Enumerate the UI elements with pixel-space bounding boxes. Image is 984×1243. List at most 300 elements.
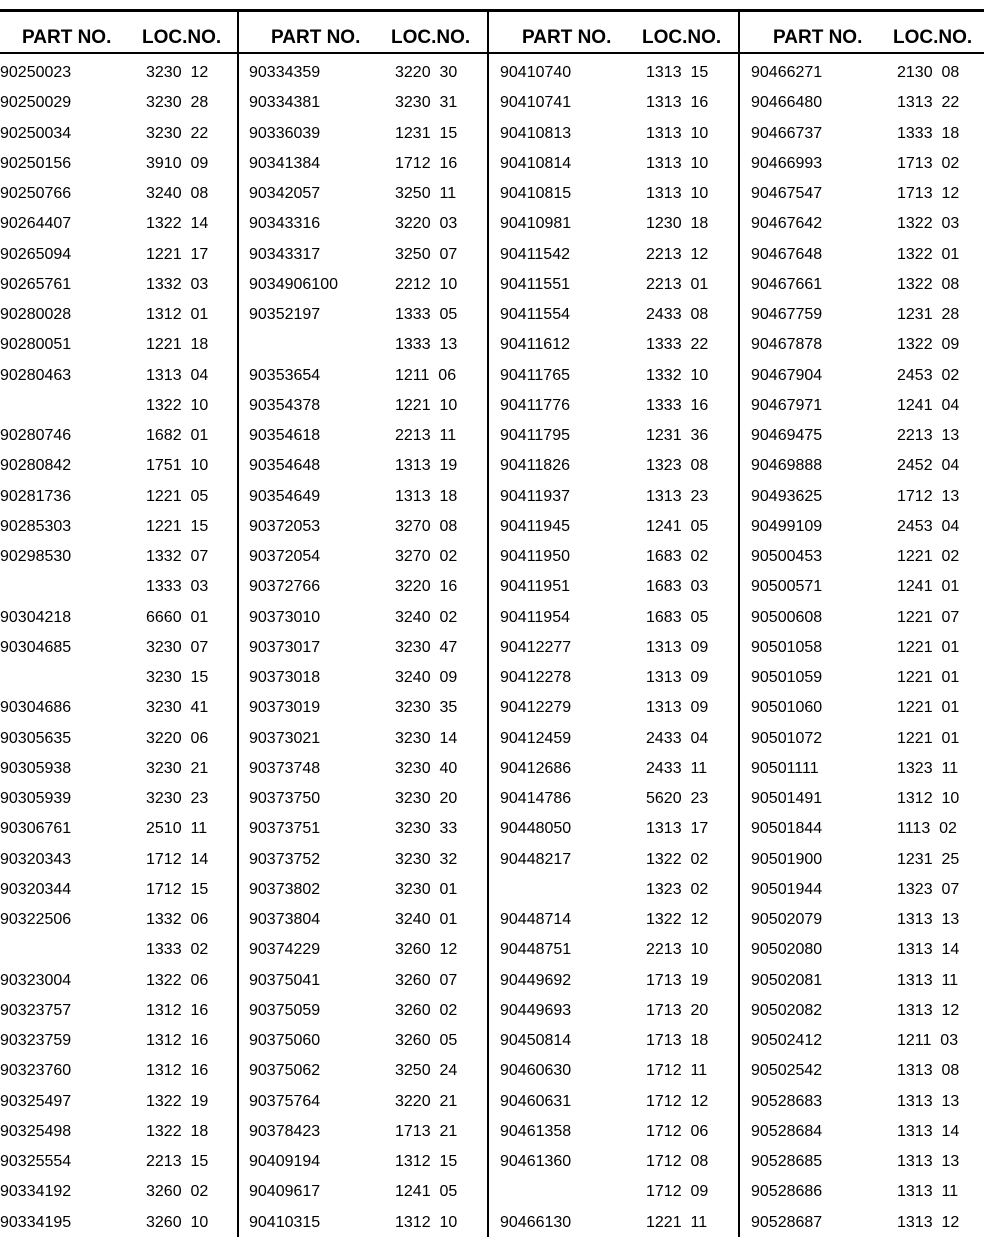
loc-number-cell: 1231 28 (897, 306, 960, 323)
part-no-header: PART NO. (522, 27, 612, 48)
part-number-cell: 90466130 (500, 1213, 572, 1231)
loc-number-cell: 3240 08 (146, 185, 209, 202)
loc-number-cell: 1333 22 (646, 336, 709, 354)
loc-number-cell: 1712 15 (146, 880, 209, 898)
part-number-cell: 90466480 (751, 94, 823, 112)
table-row (751, 633, 984, 663)
loc-number-cell: 1241 05 (646, 517, 709, 535)
part-number-cell: 90501491 (751, 790, 823, 807)
table-row (0, 482, 236, 512)
table-row (500, 361, 736, 391)
table-column-4 (751, 12, 984, 1237)
part-number-cell: 90501111 (751, 759, 819, 777)
loc-number-cell: 1322 09 (897, 336, 960, 354)
loc-number-cell: 3260 07 (395, 971, 458, 989)
part-number-cell: 90501060 (751, 699, 823, 717)
loc-number-cell: 3260 05 (395, 1032, 458, 1049)
loc-number-cell: 1712 14 (146, 850, 209, 868)
part-number-cell: 90322506 (0, 911, 72, 928)
row-list (249, 58, 485, 1238)
loc-number-cell: 3230 07 (146, 638, 209, 656)
loc-number-cell: 3230 14 (395, 729, 458, 747)
table-row (500, 1026, 736, 1056)
loc-number-cell: 1713 21 (395, 1122, 458, 1140)
loc-number-cell: 1231 15 (395, 124, 458, 142)
table-row (751, 240, 984, 270)
part-number-cell: 90461360 (500, 1153, 572, 1170)
table-row (500, 935, 736, 965)
part-number-cell: 90466993 (751, 154, 823, 172)
table-row (249, 1117, 485, 1147)
table-row (249, 1177, 485, 1207)
part-number-cell: 90410813 (500, 124, 572, 142)
table-row (249, 663, 485, 693)
table-row (249, 391, 485, 421)
part-number-cell: 90502412 (751, 1032, 823, 1049)
loc-number-cell: 2433 04 (646, 729, 709, 747)
part-number-cell: 90378423 (249, 1122, 321, 1140)
part-number-cell: 90323757 (0, 1001, 72, 1019)
table-row (0, 663, 236, 693)
loc-number-cell: 1313 04 (146, 366, 209, 384)
table-row (0, 572, 236, 602)
loc-number-cell: 1332 03 (146, 275, 209, 293)
loc-number-cell: 3230 41 (146, 699, 209, 717)
part-number-cell: 90325498 (0, 1122, 72, 1140)
part-number-cell: 90325497 (0, 1092, 72, 1110)
table-row (249, 603, 485, 633)
table-row (500, 754, 736, 784)
table-row (500, 905, 736, 935)
part-number-cell: 90323004 (0, 971, 72, 989)
part-number-cell: 90373748 (249, 759, 321, 777)
table-row (249, 421, 485, 451)
part-number-cell: 90412279 (500, 699, 572, 717)
part-number-cell: 90461358 (500, 1122, 572, 1140)
loc-number-cell: 1313 11 (897, 1183, 959, 1201)
loc-number-cell: 1313 19 (395, 457, 458, 475)
part-number-cell: 90467547 (751, 185, 823, 202)
loc-number-cell: 1332 06 (146, 911, 209, 928)
table-row (0, 935, 236, 965)
part-no-header: PART NO. (22, 27, 112, 48)
loc-number-cell: 2453 04 (897, 517, 960, 535)
loc-number-cell: 1313 18 (395, 487, 458, 505)
loc-number-cell: 1313 15 (646, 64, 709, 81)
table-row (751, 1026, 984, 1056)
part-number-cell: 90341384 (249, 154, 321, 172)
table-row (249, 451, 485, 481)
loc-number-cell: 3910 09 (146, 154, 209, 172)
loc-number-cell: 1323 11 (897, 759, 959, 777)
loc-number-cell: 3230 31 (395, 94, 458, 112)
loc-number-cell: 1312 10 (395, 1213, 458, 1231)
part-number-cell: 90265761 (0, 275, 72, 293)
table-row (0, 1208, 236, 1238)
table-row (751, 149, 984, 179)
part-number-cell: 90334359 (249, 64, 321, 81)
part-number-cell: 90410815 (500, 185, 572, 202)
table-row (751, 875, 984, 905)
part-number-cell: 90320343 (0, 850, 72, 868)
table-row (249, 1208, 485, 1238)
part-number-cell: 90501072 (751, 729, 823, 747)
table-row (751, 391, 984, 421)
part-number-cell: 90305939 (0, 790, 72, 807)
table-row (500, 875, 736, 905)
table-row (500, 845, 736, 875)
table-row (249, 633, 485, 663)
table-row (249, 88, 485, 118)
table-row (500, 482, 736, 512)
loc-number-cell: 1683 03 (646, 578, 709, 596)
part-number-cell: 90305635 (0, 729, 72, 747)
loc-number-cell: 1221 11 (646, 1213, 708, 1231)
loc-number-cell: 3220 30 (395, 64, 458, 81)
part-number-cell: 90500608 (751, 608, 823, 626)
table-row (249, 179, 485, 209)
table-row (249, 58, 485, 88)
table-row (751, 482, 984, 512)
part-number-cell: 90343316 (249, 215, 321, 233)
loc-number-cell: 1313 09 (646, 699, 709, 717)
loc-number-cell: 1221 18 (146, 336, 209, 354)
table-row (0, 58, 236, 88)
part-number-cell: 90320344 (0, 880, 72, 898)
table-row (500, 391, 736, 421)
part-number-cell: 90501059 (751, 669, 823, 686)
part-number-cell: 90372766 (249, 578, 321, 596)
table-row (0, 996, 236, 1026)
part-number-cell: 90280463 (0, 366, 72, 384)
part-number-cell: 90449693 (500, 1001, 572, 1019)
loc-number-cell: 1713 18 (646, 1032, 709, 1049)
loc-number-cell: 1241 01 (897, 578, 960, 596)
part-number-cell: 90373018 (249, 669, 321, 686)
column-divider (487, 12, 489, 1237)
part-number-cell: 90467759 (751, 306, 823, 323)
part-number-cell: 90469475 (751, 427, 823, 444)
table-row (751, 996, 984, 1026)
table-row (249, 572, 485, 602)
table-row (500, 421, 736, 451)
loc-number-cell: 1713 20 (646, 1001, 709, 1019)
loc-number-cell: 1221 10 (395, 396, 458, 414)
loc-number-cell: 3230 21 (146, 759, 209, 777)
column-divider (738, 12, 740, 1237)
loc-number-cell: 1211 03 (897, 1032, 959, 1049)
part-number-cell: 90354649 (249, 487, 321, 505)
table-row (500, 542, 736, 572)
table-column-1 (0, 12, 236, 1237)
table-row (249, 119, 485, 149)
table-row (249, 1087, 485, 1117)
row-list (751, 58, 984, 1238)
part-number-cell: 90467648 (751, 245, 823, 263)
part-number-cell: 90353654 (249, 366, 321, 384)
table-row (0, 1147, 236, 1177)
part-number-cell: 90265094 (0, 245, 72, 263)
part-no-header: PART NO. (773, 27, 863, 48)
row-list (0, 58, 236, 1238)
table-row (249, 996, 485, 1026)
loc-number-cell: 2433 11 (646, 759, 708, 777)
loc-number-cell: 2130 08 (897, 64, 960, 81)
part-number-cell: 90449692 (500, 971, 572, 989)
part-number-cell: 90374229 (249, 941, 321, 959)
table-row (0, 119, 236, 149)
part-number-cell: 90373019 (249, 699, 321, 717)
table-row (249, 784, 485, 814)
loc-number-cell: 1322 03 (897, 215, 960, 233)
part-number-cell: 90375062 (249, 1062, 321, 1080)
table-row (500, 633, 736, 663)
loc-number-cell: 1313 09 (646, 638, 709, 656)
part-number-cell: 90410814 (500, 154, 572, 172)
table-row (0, 1087, 236, 1117)
part-number-cell: 90336039 (249, 124, 321, 142)
table-row (500, 1087, 736, 1117)
table-row (249, 482, 485, 512)
table-row (249, 512, 485, 542)
part-number-cell: 90334381 (249, 94, 321, 112)
loc-number-cell: 1313 10 (646, 124, 709, 142)
table-row (249, 330, 485, 360)
loc-number-cell: 1333 16 (646, 396, 709, 414)
table-row (500, 1117, 736, 1147)
loc-number-cell: 1221 01 (897, 699, 960, 717)
loc-number-cell: 1313 22 (897, 94, 960, 112)
loc-number-cell: 1241 05 (395, 1183, 458, 1201)
part-number-cell: 90500571 (751, 578, 823, 596)
loc-number-cell: 1322 19 (146, 1092, 209, 1110)
table-row (751, 270, 984, 300)
loc-number-cell: 1230 18 (646, 215, 709, 233)
column-divider (237, 12, 239, 1237)
part-number-cell: 90373802 (249, 880, 321, 898)
loc-number-cell: 2433 08 (646, 306, 709, 323)
part-number-cell: 90280051 (0, 336, 72, 354)
part-number-cell: 90499109 (751, 517, 823, 535)
loc-number-cell: 1313 09 (646, 669, 709, 686)
part-number-cell: 90411612 (500, 336, 570, 354)
part-number-cell: 90410740 (500, 64, 572, 81)
table-row (751, 663, 984, 693)
part-number-cell: 90460630 (500, 1062, 572, 1080)
loc-number-cell: 3230 12 (146, 64, 209, 81)
loc-number-cell: 1322 14 (146, 215, 209, 233)
loc-number-cell: 3230 33 (395, 820, 458, 838)
table-row (751, 1208, 984, 1238)
loc-number-cell: 1313 13 (897, 911, 960, 928)
table-row (500, 451, 736, 481)
table-row (751, 784, 984, 814)
loc-no-header: LOC.NO. (893, 27, 973, 48)
part-number-cell: 90354378 (249, 396, 321, 414)
loc-number-cell: 1333 05 (395, 306, 458, 323)
part-no-header: PART NO. (271, 27, 361, 48)
loc-number-cell: 1312 10 (897, 790, 960, 807)
table-row (0, 1056, 236, 1086)
loc-number-cell: 1221 01 (897, 669, 960, 686)
loc-number-cell: 1241 04 (897, 396, 960, 414)
part-number-cell: 90373021 (249, 729, 321, 747)
part-number-cell: 90250034 (0, 124, 72, 142)
table-row (500, 512, 736, 542)
loc-number-cell: 2213 01 (646, 275, 709, 293)
loc-number-cell: 1313 17 (646, 820, 709, 838)
loc-number-cell: 1683 05 (646, 608, 709, 626)
loc-number-cell: 3250 07 (395, 245, 458, 263)
table-row (249, 845, 485, 875)
table-row (249, 935, 485, 965)
table-row (500, 724, 736, 754)
part-number-cell: 90375041 (249, 971, 321, 989)
loc-number-cell: 1323 02 (646, 880, 709, 898)
part-number-cell: 90502082 (751, 1001, 823, 1019)
table-column-2 (249, 12, 485, 1237)
loc-number-cell: 3230 40 (395, 759, 458, 777)
table-row (0, 724, 236, 754)
part-number-cell: 90352197 (249, 306, 321, 323)
part-number-cell: 90305938 (0, 759, 72, 777)
part-number-cell: 90502079 (751, 911, 823, 928)
part-number-cell: 90410741 (500, 94, 572, 112)
loc-number-cell: 1712 16 (395, 154, 458, 172)
table-row (0, 88, 236, 118)
loc-number-cell: 3260 02 (395, 1001, 458, 1019)
table-row (249, 754, 485, 784)
loc-number-cell: 3230 28 (146, 94, 209, 112)
part-number-cell: 90264407 (0, 215, 72, 233)
loc-number-cell: 1313 23 (646, 487, 709, 505)
part-number-cell: 90411542 (500, 245, 570, 263)
part-number-cell: 90306761 (0, 820, 72, 838)
table-row (500, 1147, 736, 1177)
loc-number-cell: 3270 08 (395, 517, 458, 535)
table-row (751, 512, 984, 542)
loc-number-cell: 2453 02 (897, 366, 960, 384)
table-row (0, 754, 236, 784)
loc-number-cell: 1322 06 (146, 971, 209, 989)
table-row (751, 603, 984, 633)
loc-no-header: LOC.NO. (642, 27, 722, 48)
part-number-cell: 90467661 (751, 275, 823, 293)
table-row (751, 966, 984, 996)
table-row (500, 1177, 736, 1207)
table-row (500, 149, 736, 179)
loc-number-cell: 3230 35 (395, 699, 458, 717)
part-number-cell: 90373752 (249, 850, 321, 868)
loc-number-cell: 1322 10 (146, 396, 209, 414)
table-row (751, 935, 984, 965)
table-row (500, 996, 736, 1026)
loc-number-cell: 6660 01 (146, 608, 209, 626)
loc-number-cell: 1221 02 (897, 548, 960, 565)
table-row (751, 814, 984, 844)
loc-number-cell: 3240 02 (395, 608, 458, 626)
table-row (751, 421, 984, 451)
table-row (0, 784, 236, 814)
loc-number-cell: 1313 13 (897, 1092, 960, 1110)
loc-number-cell: 3230 47 (395, 638, 458, 656)
part-number-cell: 90285303 (0, 517, 72, 535)
table-row (751, 754, 984, 784)
table-row (500, 966, 736, 996)
part-number-cell: 90411937 (500, 487, 570, 505)
loc-number-cell: 1313 14 (897, 941, 960, 959)
loc-number-cell: 2213 11 (395, 427, 457, 444)
part-number-cell: 90325554 (0, 1153, 72, 1170)
table-row (500, 179, 736, 209)
loc-number-cell: 1713 12 (897, 185, 960, 202)
part-number-cell: 90250029 (0, 94, 72, 112)
part-number-cell: 90281736 (0, 487, 72, 505)
table-row (249, 1026, 485, 1056)
loc-number-cell: 5620 23 (646, 790, 709, 807)
part-number-cell: 90411776 (500, 396, 570, 414)
part-number-cell: 90501058 (751, 638, 823, 656)
part-number-cell: 90528683 (751, 1092, 823, 1110)
part-number-cell: 90372053 (249, 517, 321, 535)
table-row (751, 119, 984, 149)
loc-number-cell: 3260 10 (146, 1213, 209, 1231)
loc-number-cell: 2452 04 (897, 457, 960, 475)
part-number-cell: 90501844 (751, 820, 823, 838)
table-row (0, 421, 236, 451)
part-number-cell: 90528686 (751, 1183, 823, 1201)
loc-number-cell: 1221 05 (146, 487, 209, 505)
table-row (249, 875, 485, 905)
part-number-cell: 90501944 (751, 880, 823, 898)
part-number-cell: 90343317 (249, 245, 321, 263)
table-row (0, 1026, 236, 1056)
loc-number-cell: 2213 10 (646, 941, 709, 959)
table-row (751, 1177, 984, 1207)
part-number-cell: 90466271 (751, 64, 823, 81)
table-row (0, 966, 236, 996)
loc-number-cell: 3240 01 (395, 911, 458, 928)
part-number-cell: 90373751 (249, 820, 321, 838)
table-row (500, 119, 736, 149)
table-row (0, 542, 236, 572)
loc-no-header: LOC.NO. (142, 27, 222, 48)
part-number-cell: 90448714 (500, 911, 572, 928)
loc-number-cell: 1332 07 (146, 548, 209, 565)
part-number-cell: 90411951 (500, 578, 570, 596)
table-row (751, 724, 984, 754)
loc-number-cell: 3220 21 (395, 1092, 458, 1110)
loc-number-cell: 3220 03 (395, 215, 458, 233)
loc-number-cell: 1322 01 (897, 245, 960, 263)
loc-number-cell: 1712 11 (646, 1062, 708, 1080)
loc-number-cell: 1313 12 (897, 1213, 960, 1231)
table-row (0, 300, 236, 330)
loc-number-cell: 1751 10 (146, 457, 209, 475)
loc-number-cell: 1313 10 (646, 154, 709, 172)
part-number-cell: 90250766 (0, 185, 72, 202)
part-number-cell: 90280028 (0, 306, 72, 323)
table-row (0, 209, 236, 239)
part-number-cell: 90412459 (500, 729, 572, 747)
part-number-cell: 90460631 (500, 1092, 572, 1110)
part-number-cell: 90502542 (751, 1062, 823, 1080)
part-number-cell: 90411826 (500, 457, 570, 475)
table-row (751, 88, 984, 118)
table-row (751, 542, 984, 572)
table-row (500, 240, 736, 270)
row-list (500, 58, 736, 1238)
